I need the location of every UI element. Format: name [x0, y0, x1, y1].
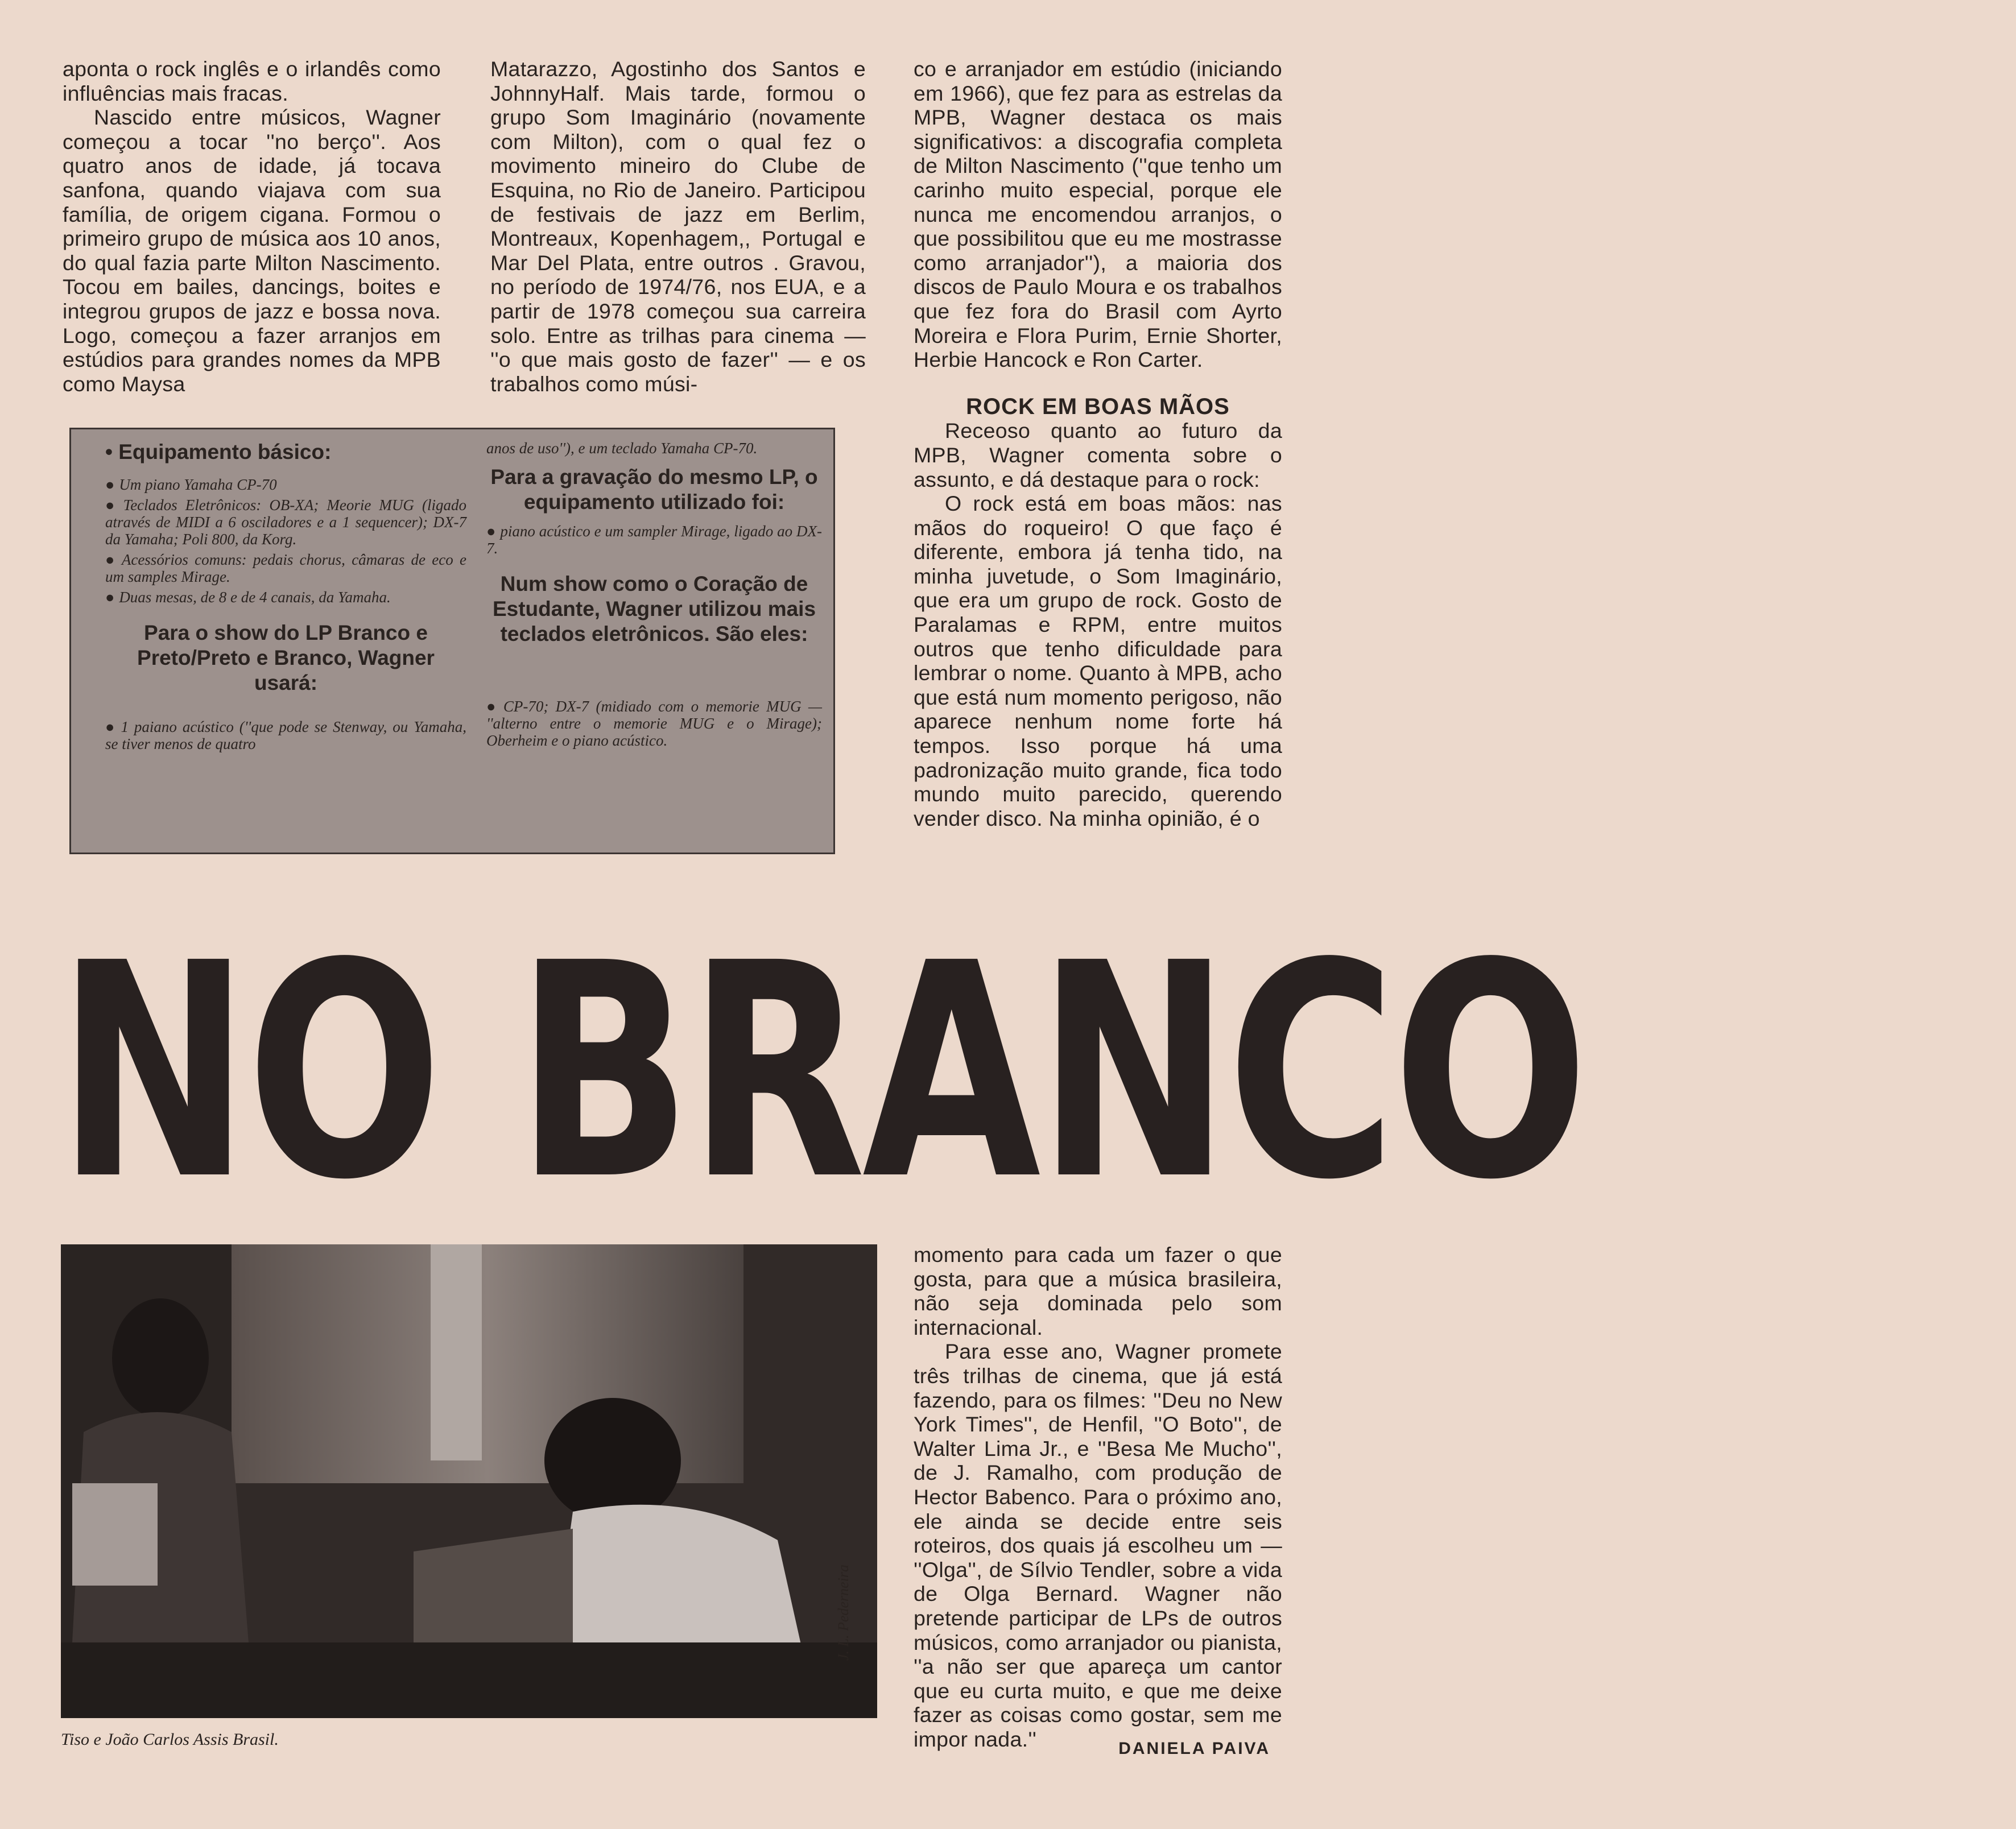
paragraph: Nascido entre músicos, Wagner começou a tocar ''no berço''. Aos quatro anos de idade, já tocava sanfona, quando viajava com sua família, de origem cigana. Formou o primeiro grupo de música aos 10 anos, do qual fazia parte Milton Nascimento. Tocou em bailes, dancings, boites e integrou grupos de jazz e bossa nova. Logo, começou a fazer arranjos em estúdios para grandes nomes da MPB como Maysa — [63, 105, 441, 396]
article-column-1 — [63, 57, 441, 396]
article-column-2 — [490, 57, 866, 396]
box-item: ● Acessórios comuns: pedais chorus, câmaras de eco e um samples Mirage. — [105, 551, 466, 585]
bullet-icon: ● — [105, 718, 117, 735]
box-heading: Para a gravação do mesmo LP, o equipamento utilizado foi: — [490, 465, 818, 514]
bullet-icon: ● — [105, 551, 117, 568]
equipment-box — [69, 428, 835, 854]
photo-caption: Tiso e João Carlos Assis Brasil. — [61, 1730, 279, 1749]
paragraph: Receoso quanto ao futuro da MPB, Wagner comenta sobre o assunto, e dá destaque para o rock: — [914, 419, 1282, 491]
box-heading: • Equipamento básico: — [105, 440, 332, 464]
box-item: ● Um piano Yamaha CP-70 — [105, 476, 277, 493]
bullet-icon: ● — [486, 523, 496, 540]
photo-credit: J. L. Pederneira — [835, 1565, 852, 1661]
photo — [61, 1244, 877, 1718]
box-item: ● CP-70; DX-7 (midiado com o memorie MUG — ''alterno entre o memorie MUG e o Mirage); Oberheim e o piano acústico. — [486, 698, 822, 749]
bullet-icon: ● — [105, 476, 115, 493]
box-item: ● piano acústico e um sampler Mirage, ligado ao DX-7. — [486, 523, 822, 557]
article-column-3-continued — [914, 1243, 1282, 1751]
article-column-3 — [914, 57, 1282, 830]
box-item: ● 1 paiano acústico (''que pode se Stenway, ou Yamaha, se tiver menos de quatro — [105, 718, 466, 752]
paragraph: momento para cada um fazer o que gosta, para que a música brasileira, não seja dominada pelo som internacional. — [914, 1243, 1282, 1339]
equipment-box-right-column — [486, 440, 822, 752]
bullet-icon: ● — [486, 698, 499, 715]
paragraph: Matarazzo, Agostinho dos Santos e JohnnyHalf. Mais tarde, formou o grupo Som Imaginário (novamente com Milton), com o qual fez o movimento mineiro do Clube de Esquina, no Rio de Janeiro. Participou de festivais de jazz em Berlim, Montreaux, Kopenhagem,, Portugal e Mar Del Plata, entre outros . Gravou, no período de 1974/76, nos EUA, e a partir de 1978 começou sua carreira solo. Entre as trilhas para cinema — ''o que mais gosto de fazer'' — e os trabalhos como músi- — [490, 57, 866, 396]
box-heading: Para o show do LP Branco e Preto/Preto e Branco, Wagner usará: — [137, 621, 435, 694]
box-item: ● Teclados Eletrônicos: OB-XA; Meorie MUG (ligado através de MIDI a 6 osciladores e a 1 sequencer); DX-7 da Yamaha; Poli 800, da Korg. — [105, 496, 466, 548]
paragraph: co e arranjador em estúdio (iniciando em 1966), que fez para as estrelas da MPB, Wagner destaca os mais significativos: a discografia completa de Milton Nascimento (''que tenho um carinho muito especial, porque ele nunca me encomendou arranjos, o que possibilitou que eu me mostrasse como arranjador''), a maioria dos discos de Paulo Moura e os trabalhos que fez fora do Brasil com Ayrto Moreira e Flora Purim, Ernie Shorter, Herbie Hancock e Ron Carter. — [914, 57, 1282, 372]
photo-image — [61, 1244, 877, 1718]
section-heading: ROCK EM BOAS MÃOS — [966, 394, 1230, 419]
box-item: anos de uso''), e um teclado Yamaha CP-70. — [486, 440, 758, 457]
byline: DANIELA PAIVA — [1118, 1739, 1270, 1758]
box-heading: Num show como o Coração de Estudante, Wagner utilizou mais teclados eletrônicos. São eles: — [492, 572, 816, 645]
paragraph: O rock está em boas mãos: nas mãos do roqueiro! O que faço é diferente, embora já tenha tido, na minha juvetude, o Som Imaginário, que era um grupo de rock. Gosto de Paralamas e RPM, entre muitos outros que tenho dificuldade para lembrar o nome. Quanto à MPB, acho que está num momento perigoso, não aparece nenhum nome forte há tempos. Isso porque há uma padronização muito grande, fica todo mundo muito parecido, querendo vender disco. Na minha opinião, é o — [914, 491, 1282, 830]
paragraph: Para esse ano, Wagner promete três trilhas de cinema, que já está fazendo, para os filmes: ''Deu no New York Times'', de Henfil, ''O Boto'', de Walter Lima Jr., e ''Besa Me Mucho'', de J. Ramalho, com produção de Hector Babenco. Para o próximo ano, ele ainda se decide entre seis roteiros, dos quais já escolheu um — ''Olga'', de Sílvio Tendler, sobre a vida de Olga Bernard. Wagner não pretende participar de LPs de outros músicos, como arranjador ou pianista, ''a não ser que apareça um cantor que eu curta muito, e que me deixe fazer as coisas como gostar, sem me impor nada.'' — [914, 1339, 1282, 1751]
paragraph: aponta o rock inglês e o irlandês como influências mais fracas. — [63, 57, 441, 105]
equipment-box-left-column — [105, 440, 466, 756]
headline: NO BRANCO — [57, 900, 1585, 1244]
bullet-icon: ● — [105, 496, 119, 514]
bullet-icon: ● — [105, 589, 115, 606]
box-item: ● Duas mesas, de 8 e de 4 canais, da Yamaha. — [105, 589, 391, 606]
